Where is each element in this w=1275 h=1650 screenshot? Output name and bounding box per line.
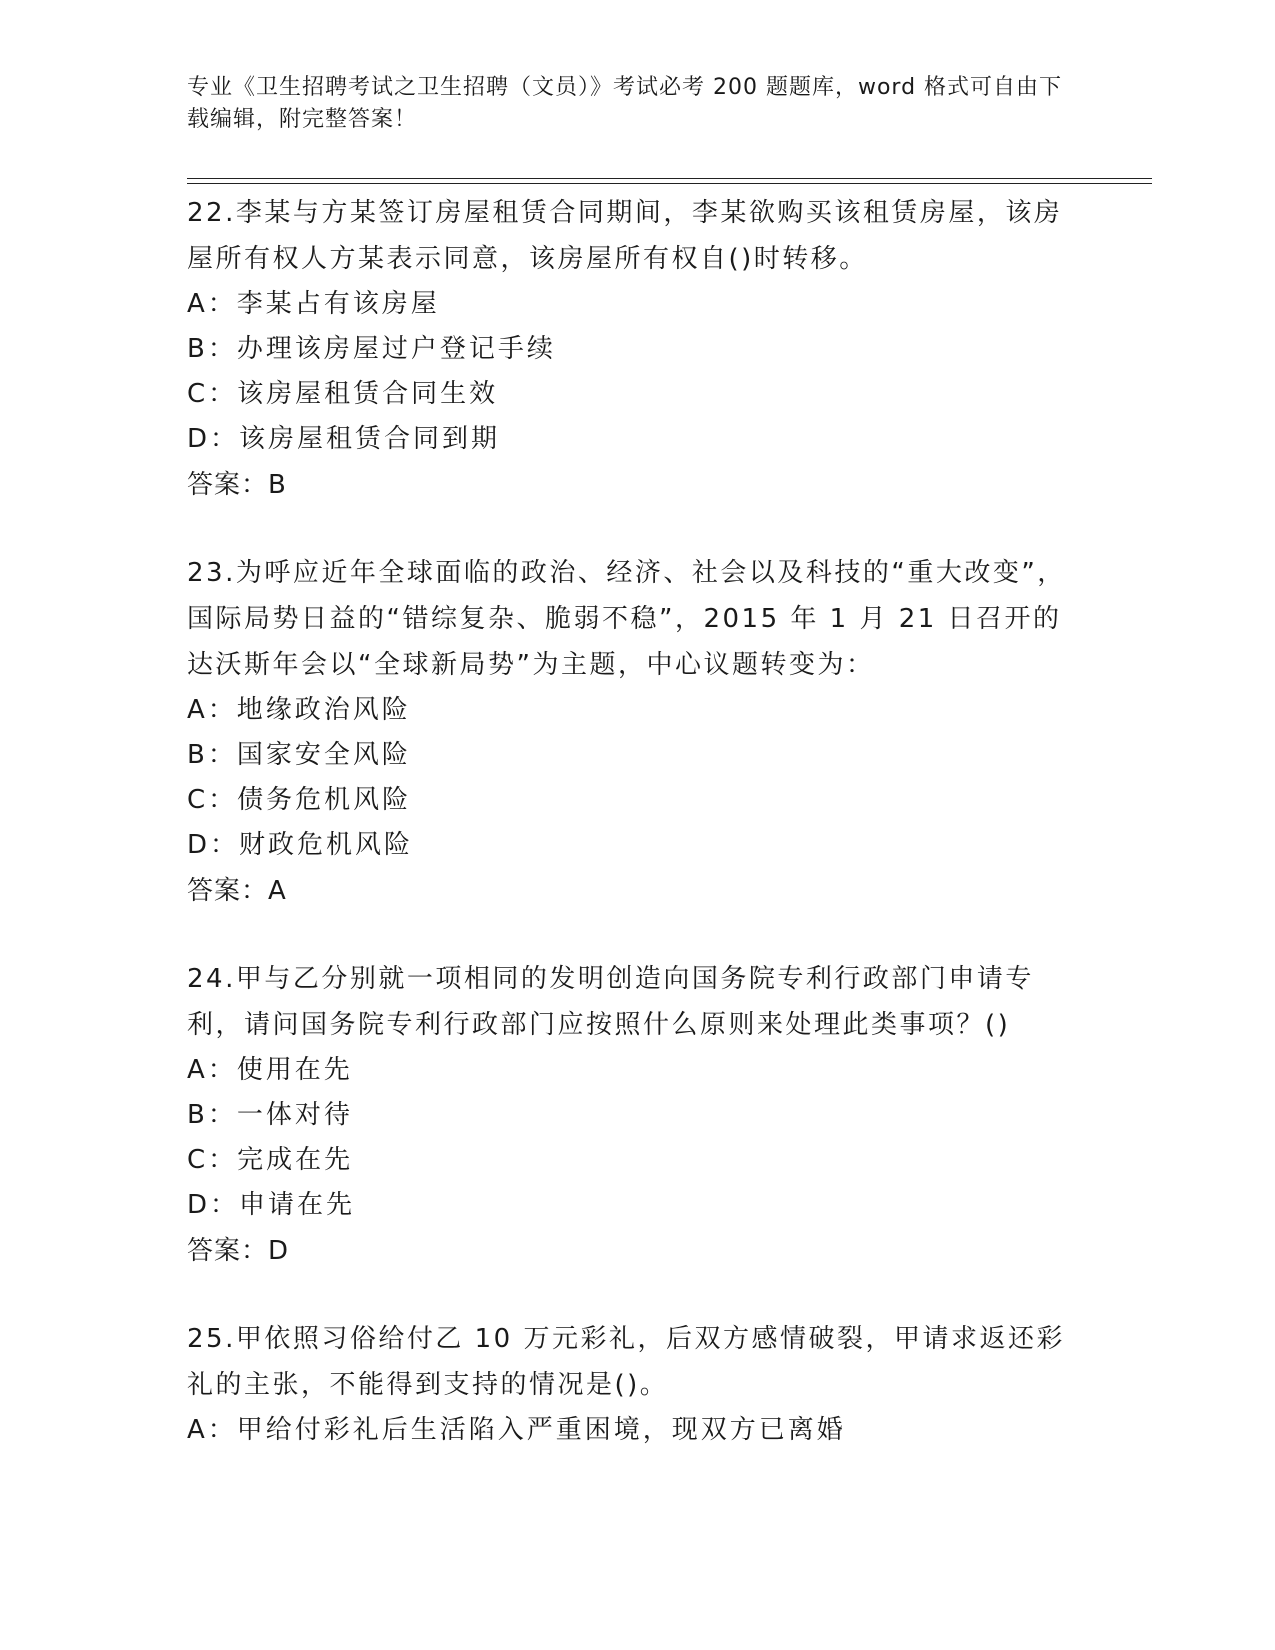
question-stem: 23.为呼应近年全球面临的政治、经济、社会以及科技的“重大改变”，国际局势日益的“错综复杂、脆弱不稳”，2015 年 1 月 21 日召开的达沃斯年会以“全球新局势”为主题，中心议题转变为： [187,558,1066,680]
document-header: 专业《卫生招聘考试之卫生招聘（文员）》考试必考 200 题题库，word 格式可自由下载编辑，附完整答案！ [187,75,1063,132]
question-stem: 24.甲与乙分别就一项相同的发明创造向国务院专利行政部门申请专利，请问国务院专利行政部门应按照什么原则来处理此类事项？() [187,964,1034,1040]
option-a: A：使用在先 [187,1055,353,1085]
option-c: C：债务危机风险 [187,785,412,815]
option-a: A：地缘政治风险 [187,695,411,725]
answer-line: 答案：A [187,876,287,906]
header-divider-bottom [187,183,1152,184]
option-d: D：该房屋租赁合同到期 [187,424,501,454]
answer-line: 答案：B [187,470,287,500]
question-24 [187,956,1087,1274]
answer-line: 答案：D [187,1236,290,1266]
option-b: B：办理该房屋过户登记手续 [187,334,556,364]
question-25 [187,1316,1087,1453]
option-a: A：李某占有该房屋 [187,289,440,319]
option-c: C：完成在先 [187,1145,354,1175]
question-list [187,190,1087,1453]
question-23 [187,550,1087,914]
question-stem: 22.李某与方某签订房屋租赁合同期间，李某欲购买该租赁房屋，该房屋所有权人方某表示同意，该房屋所有权自()时转移。 [187,198,1063,274]
question-22 [187,190,1087,508]
option-b: B：一体对待 [187,1100,353,1130]
option-a: A：甲给付彩礼后生活陷入严重困境，现双方已离婚 [187,1415,846,1445]
option-d: D：申请在先 [187,1190,356,1220]
question-stem: 25.甲依照习俗给付乙 10 万元彩礼，后双方感情破裂，甲请求返还彩礼的主张，不能得到支持的情况是()。 [187,1324,1065,1400]
option-d: D：财政危机风险 [187,830,414,860]
header-divider-top [187,178,1152,179]
option-b: B：国家安全风险 [187,740,411,770]
option-c: C：该房屋租赁合同生效 [187,379,499,409]
